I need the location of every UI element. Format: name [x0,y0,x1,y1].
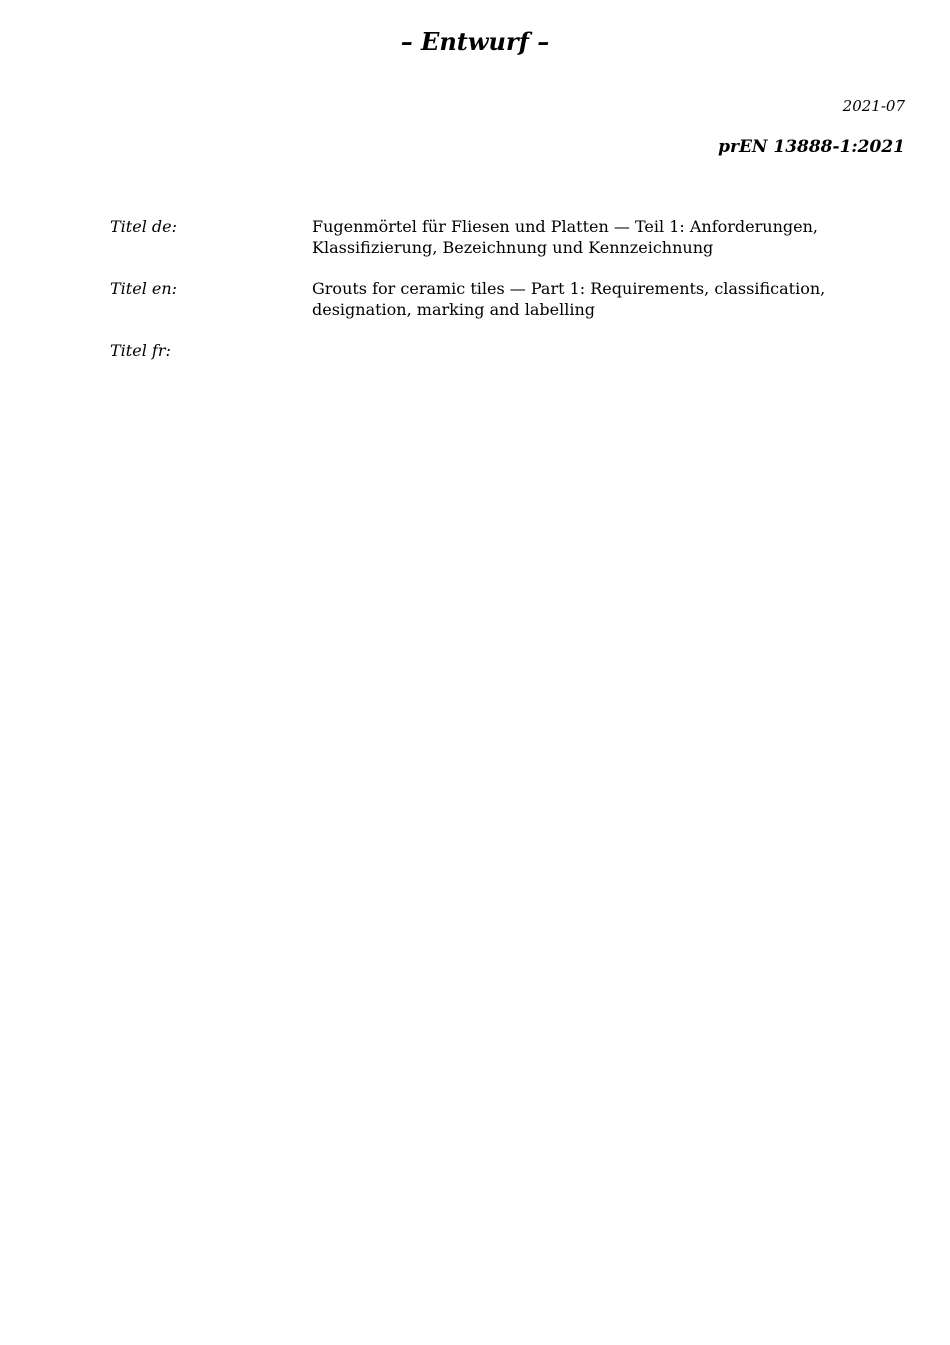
title-table [110,216,910,381]
title-label-fr: Titel fr: [110,341,171,360]
document-date: 2021-07 [842,97,905,115]
document-number: prEN 13888-1:2021 [718,137,905,157]
title-label-en: Titel en: [110,279,178,298]
title-value-en: Grouts for ceramic tiles — Part 1: Requirements, classification, designation, marking and labelling [312,279,826,319]
title-value-de: Fugenmörtel für Fliesen und Platten — Teil 1: Anforderungen, Klassifizierung, Bezeichnung und Kennzeichnung [312,217,818,257]
title-label-de: Titel de: [110,217,177,236]
title-row-de [110,216,910,258]
draft-banner: – Entwurf – [400,27,550,56]
title-row-en [110,278,910,320]
title-row-fr [110,340,910,361]
title-value-fr [312,340,910,361]
